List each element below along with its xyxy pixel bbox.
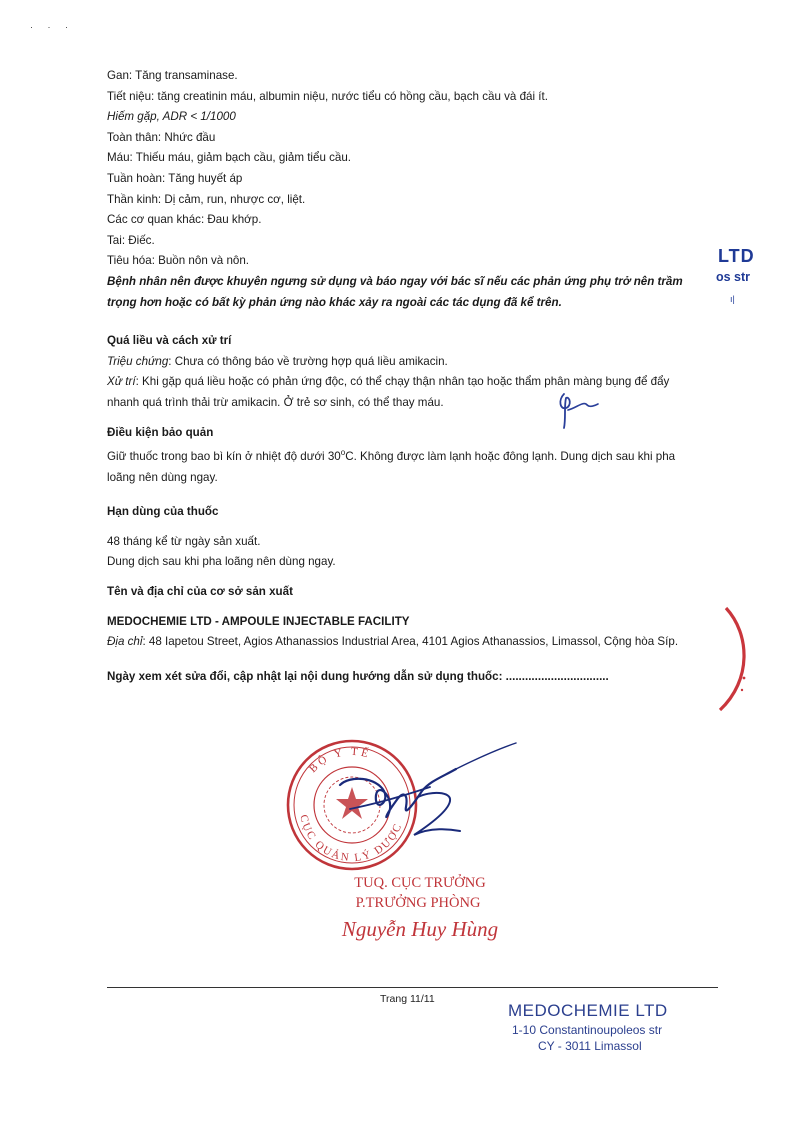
edge-stamp-str: os str [716,270,751,284]
page-number: Trang 11/11 [380,993,435,1005]
company-stamp [508,1000,708,1054]
symptoms-text: : Chưa có thông báo về trường hợp quá liều amikacin. [168,354,448,368]
shelf-life-text-2: Dung dịch sau khi pha loãng nên dùng ngay. [107,555,336,569]
warning-line-1: Bệnh nhân nên được khuyên ngưng sử dụng và báo ngay với bác sĩ nếu các phản ứng phụ trở nên trầm [107,274,683,288]
document-body [107,66,727,687]
symptoms-label: Triệu chứng [107,354,169,368]
official-title-block [280,873,560,944]
initials-signature-icon [552,386,602,430]
overdose-treatment-2: nhanh quá trình thải trừ amikacin. Ở trẻ sơ sinh, có thể thay máu. [107,395,444,409]
edge-stamp-mark: ı| [730,294,735,304]
overdose-treatment [107,372,727,393]
storage-text-2: loãng nên dùng ngay. [107,470,218,484]
overdose-heading: Quá liều và cách xử trí [107,334,232,348]
treatment-text-1: : Khi gặp quá liều hoặc có phản ứng độc, có thể chạy thận nhân tạo hoặc thẩm phân màng bụng để đẩy [135,375,670,389]
warning-line-2: trọng hơn hoặc có bất kỳ phản ứng nào khác xảy ra ngoài các tác dụng đã kể trên. [107,295,562,309]
line-rare-heading: Hiếm gặp, ADR < 1/1000 [107,110,236,124]
line-other-organs: Các cơ quan khác: Đau khớp. [107,213,262,227]
official-title-line-2: P.TRƯỞNG PHÒNG [355,895,481,911]
company-stamp-address-1: 1-10 Constantinoupoleos str [512,1023,663,1037]
degree-sup: o [340,448,346,458]
storage-text-b: C. Không được làm lạnh hoặc đông lạnh. Dung dịch sau khi pha [345,449,676,463]
line-liver: Gan: Tăng transaminase. [107,69,238,82]
line-systemic: Toàn thân: Nhức đầu [107,130,216,144]
shelf-life-heading: Hạn dùng của thuốc [107,505,219,519]
line-circulation: Tuần hoàn: Tăng huyết áp [107,171,243,185]
scan-specks: · · · [30,22,74,32]
storage-text-1 [107,443,727,467]
partial-seal-arc-icon [716,604,752,714]
shelf-life-text-1: 48 tháng kể từ ngày sản xuất. [107,534,261,548]
line-blood: Máu: Thiếu máu, giảm bạch cầu, giảm tiểu cầu. [107,151,352,165]
address-text: : 48 Iapetou Street, Agios Athanassios Industrial Area, 4101 Agios Athanassios, Limassol, Cộng hòa Síp. [142,635,679,649]
seal-top-text: BỘ Y TẾ [306,745,373,776]
company-stamp-address-2: CY - 3011 Limassol [538,1039,642,1053]
storage-heading: Điều kiện bảo quản [107,425,214,439]
company-stamp-name: MEDOCHEMIE LTD [508,1001,668,1020]
manufacturer-heading: Tên và địa chỉ của cơ sở sản xuất [107,584,293,598]
line-urinary: Tiết niệu: tăng creatinin máu, albumin niệu, nước tiểu có hồng cầu, bạch cầu và đái ít. [107,89,548,103]
official-seal-icon [280,735,520,875]
overdose-symptoms [107,352,727,373]
edge-stamp-ltd: LTD [718,246,755,266]
seal-bottom-text: CỤC QUẢN LÝ DƯỢC [297,813,405,865]
official-title-line-1: TUQ. CỤC TRƯỞNG [354,875,486,891]
address-label: Địa chỉ [107,635,143,649]
manufacturer-address [107,632,727,653]
manufacturer-name: MEDOCHEMIE LTD - AMPOULE INJECTABLE FACILITY [107,614,410,628]
storage-text-a: Giữ thuốc trong bao bì kín ở nhiệt độ dưới 30 [107,449,341,463]
line-ear: Tai: Điếc. [107,233,155,247]
line-nervous: Thần kinh: Dị cảm, run, nhược cơ, liệt. [107,192,306,206]
line-digestive: Tiêu hóa: Buồn nôn và nôn. [107,254,250,268]
official-name: Nguyễn Huy Hùng [341,917,499,941]
footer-rule [107,987,718,988]
treatment-label: Xử trí [107,375,136,389]
revision-date-line: Ngày xem xét sửa đổi, cập nhật lại nội dung hướng dẫn sử dụng thuốc: ................................ [107,669,609,683]
